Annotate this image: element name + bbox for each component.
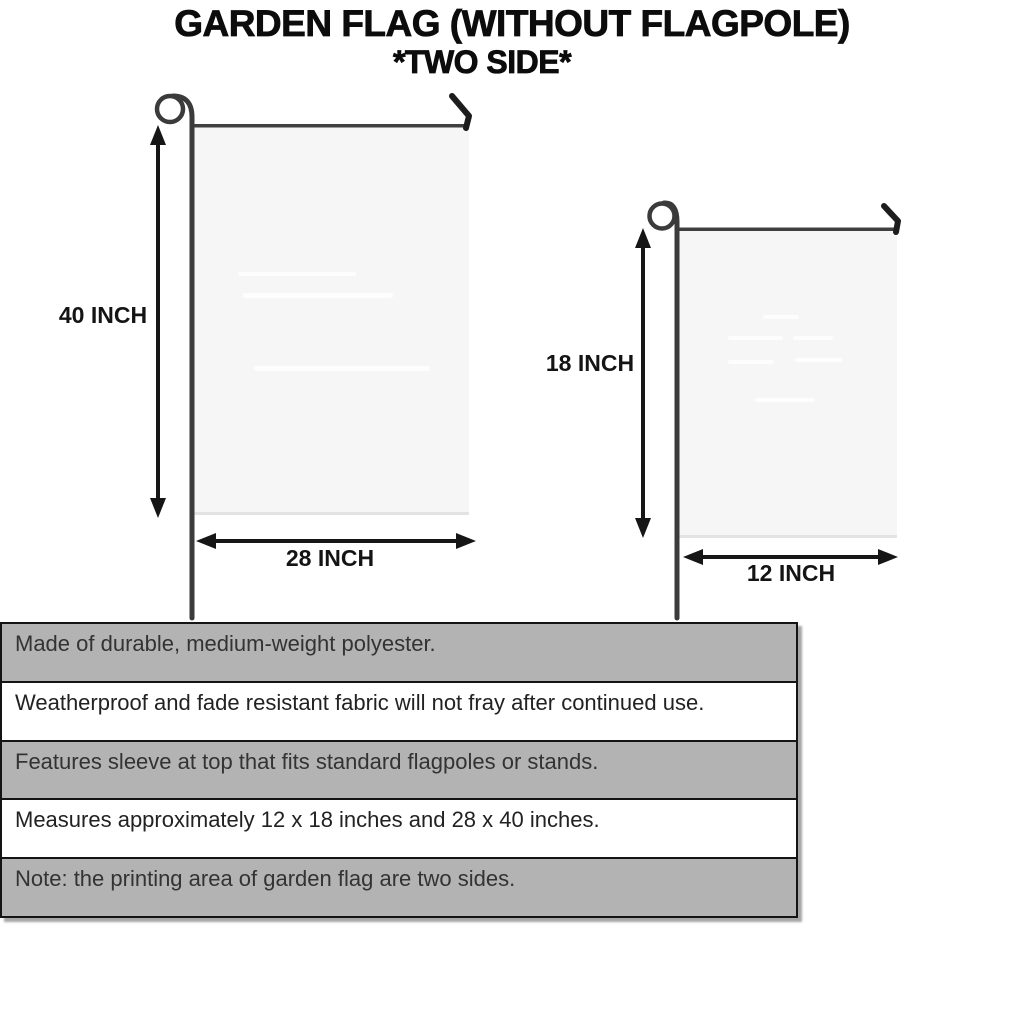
page-subtitle: *TWO SIDE*: [392, 44, 572, 80]
spec-row-note: Note: the printing area of garden flag are two sides.: [2, 859, 796, 916]
small-height-label: 18 INCH: [545, 350, 635, 376]
large-flag-bottom-shade: [192, 512, 469, 515]
large-height-label: 40 INCH: [58, 302, 148, 328]
small-flag-fabric: [678, 230, 897, 538]
spec-row-weatherproof: Weatherproof and fade resistant fabric will not fray after continued use.: [2, 683, 796, 742]
small-flagpole: [664, 203, 677, 618]
large-flagpole-hook-icon: [452, 96, 469, 128]
small-flag-sleeve-edge: [678, 228, 897, 232]
large-flagpole: [173, 96, 192, 618]
spec-row-measurements: Measures approximately 12 x 18 inches and 28 x 40 inches.: [2, 800, 796, 859]
page-title: GARDEN FLAG (WITHOUT FLAGPOLE): [174, 3, 850, 44]
small-flag-figure: [546, 203, 898, 618]
small-flagpole-loop-icon: [650, 204, 675, 229]
large-flag-fabric: [192, 127, 469, 515]
small-height-arrow: [635, 228, 651, 538]
large-height-arrow: [150, 125, 166, 518]
spec-row-sleeve: Features sleeve at top that fits standard flagpoles or stands.: [2, 742, 796, 801]
large-flagpole-loop-icon: [157, 96, 183, 122]
spec-row-material: Made of durable, medium-weight polyester.: [2, 624, 796, 683]
spec-table: [0, 622, 798, 918]
small-flag-bottom-shade: [678, 535, 897, 538]
large-flag-sleeve-edge: [192, 124, 469, 128]
large-width-label: 28 INCH: [285, 545, 375, 571]
small-width-label: 12 INCH: [746, 560, 836, 586]
large-flag-figure: [59, 96, 476, 618]
